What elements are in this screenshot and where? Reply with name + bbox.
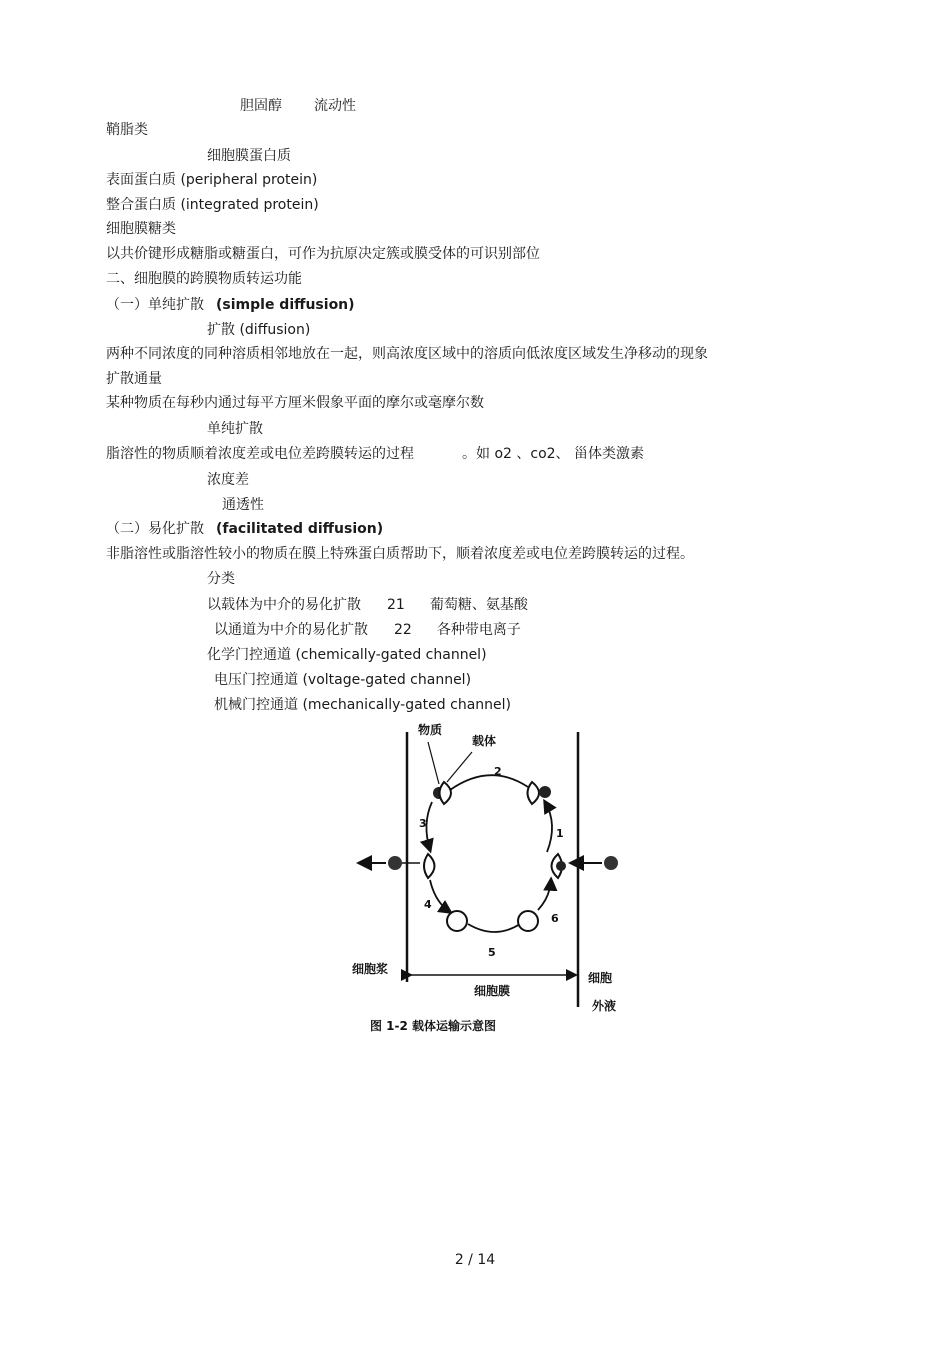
label-substance: 物质 [418,723,443,737]
cycle-arrow-1 [545,802,552,852]
substance-particle-outside-icon [604,856,618,870]
line-simple-diffusion: 单纯扩散 [207,421,263,437]
label-membrane: 细胞膜 [474,984,511,998]
num-2: 2 [494,765,502,778]
num-6: 6 [551,912,559,925]
line-facilitated-def: 非脂溶性或脂溶性较小的物质在膜上特殊蛋白质帮助下，顺着浓度差或电位差跨膜转运的过程。 [106,546,694,562]
carrier-examples: 葡萄糖、氨基酸 [429,597,528,613]
line-channel-mediated [214,621,521,639]
num-5: 5 [488,946,496,959]
line-voltage-gated: 电压门控通道 (voltage-gated channel) [214,672,472,688]
carrier-number: 21 [387,597,405,613]
carrier-top-right-icon [528,782,552,804]
line-diffusion-term: 扩散 (diffusion) [207,322,311,338]
carrier-right-icon [552,854,567,878]
line-carrier-mediated [207,596,528,614]
label-cytoplasm: 细胞浆 [352,962,389,976]
def-text: 脂溶性的物质顺着浓度差或电位差跨膜转运的过程 [106,446,414,462]
cholesterol-term: 胆固醇 [240,98,282,114]
carrier-transport-figure [340,712,640,1042]
cycle-arrow-6 [538,880,551,910]
substance-particle-inside-icon [388,856,402,870]
line-membrane-sugars: 细胞膜糖类 [106,221,176,237]
channel-mediated-text: 以通道为中介的易化扩散 [214,622,368,638]
carrier-bottom-right-icon [518,911,538,931]
line-simple-diffusion-def [106,445,644,463]
cycle-arrow-4 [430,880,450,912]
num-4: 4 [424,898,432,911]
carrier-pointer [447,752,472,782]
line-integrated-protein: 整合蛋白质 (integrated protein) [106,197,319,213]
line-classification: 分类 [207,571,235,587]
line-cholesterol [240,97,356,115]
subsection-label: （二）易化扩散 [106,521,204,537]
line-sphingolipids: 鞘脂类 [106,122,148,138]
line-glycolipid-desc: 以共价键形成糖脂或糖蛋白，可作为抗原决定簇或膜受体的可识别部位 [106,246,540,262]
cycle-arrow-2 [450,775,528,790]
subsection-term: (facilitated diffusion) [216,521,384,537]
subsection-term: (simple diffusion) [216,297,355,313]
subsection-facilitated-diffusion [106,520,383,538]
section-heading-transport: 二、细胞膜的跨膜物质转运功能 [106,271,302,287]
subsection-simple-diffusion [106,296,355,314]
line-diffusion-def: 两种不同浓度的同种溶质相邻地放在一起，则高浓度区域中的溶质向低浓度区域发生净移动的现象 [106,346,708,362]
line-permeability: 通透性 [222,497,264,513]
carrier-bottom-left-icon [447,911,467,931]
line-diffusion-flux: 扩散通量 [106,371,162,387]
line-mechanically-gated: 机械门控通道 (mechanically-gated channel) [214,697,511,713]
line-peripheral-protein: 表面蛋白质 (peripheral protein) [106,172,318,188]
label-carrier: 载体 [472,734,497,748]
num-3: 3 [419,817,427,830]
page-number: 2 / 14 [454,1252,496,1268]
line-chemically-gated: 化学门控通道 (chemically-gated channel) [207,647,487,663]
carrier-top-left-icon [433,782,451,804]
carrier-mediated-text: 以载体为中介的易化扩散 [207,597,361,613]
subsection-label: （一）单纯扩散 [106,297,204,313]
figure-caption: 图 1-2 载体运输示意图 [370,1019,497,1033]
line-flux-def: 某种物质在每秒内通过每平方厘米假象平面的摩尔或毫摩尔数 [106,395,484,411]
label-extracellular-2: 外液 [592,999,617,1013]
cycle-arrow-5 [468,924,520,932]
num-1: 1 [556,827,564,840]
line-membrane-protein: 细胞膜蛋白质 [207,148,291,164]
examples-text: 。如 o2 、co2、 甾体类激素 [462,446,644,462]
channel-examples: 各种带电离子 [436,622,521,638]
cycle-arrow-3 [426,802,432,850]
line-concentration-gradient: 浓度差 [207,472,249,488]
substance-pointer [428,742,439,784]
fluidity-term: 流动性 [314,98,356,114]
label-extracellular-1: 细胞 [588,971,613,985]
carrier-left-icon [424,854,435,878]
channel-number: 22 [394,622,412,638]
